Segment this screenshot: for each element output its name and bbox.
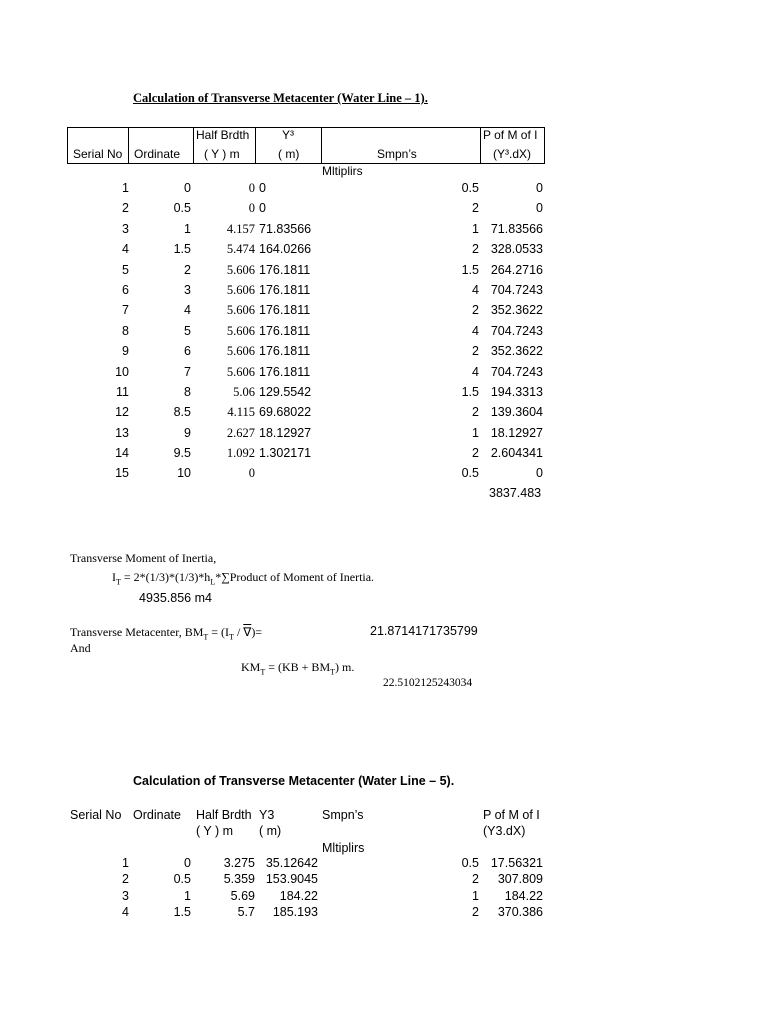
cell-multiplier: 2 — [472, 303, 479, 318]
cell-product-moment: 17.56321 — [490, 856, 543, 870]
cell-multiplier: 4 — [472, 282, 479, 297]
cell-serial-no: 15 — [115, 466, 129, 481]
table-row — [67, 201, 545, 221]
cell-y3: 35.12642 — [265, 856, 318, 870]
cell-multiplier: 2 — [472, 201, 479, 216]
cell-y3: 153.9045 — [265, 872, 318, 887]
table-row — [67, 242, 545, 262]
cell-half-breadth: 5.06 — [233, 384, 255, 399]
cell-half-breadth: 3.275 — [223, 856, 255, 870]
s2-header-half-breadth: Half Brdth — [196, 808, 252, 822]
cell-serial-no: 4 — [122, 905, 129, 920]
cell-ordinate: 8.5 — [173, 405, 191, 420]
cell-serial-no: 1 — [122, 856, 129, 870]
cell-product-moment: 2.604341 — [490, 446, 543, 461]
cell-serial-no: 13 — [115, 425, 129, 440]
cell-y3: 0 — [259, 181, 266, 195]
bm-formula: Transverse Metacenter, $BM_T = (I_T$ / ∇)= — [70, 625, 263, 642]
cell-half-breadth: 4.157 — [226, 221, 255, 236]
bm-value: 21.8714171735799 — [370, 624, 478, 638]
table-row — [67, 872, 545, 888]
cell-y3: 176.1811 — [259, 323, 311, 338]
cell-serial-no: 3 — [122, 888, 129, 903]
and-text: And — [70, 641, 91, 655]
cell-serial-no: 5 — [122, 262, 129, 277]
cell-half-breadth: 0 — [248, 181, 255, 195]
table-row — [67, 283, 545, 303]
table-row — [67, 263, 545, 283]
cell-multiplier: 2 — [472, 242, 479, 257]
cell-product-moment: 139.3604 — [490, 405, 543, 420]
cell-product-moment: 194.3313 — [490, 384, 543, 399]
cell-serial-no: 2 — [122, 201, 129, 216]
cell-serial-no: 14 — [115, 446, 129, 461]
cell-y3: 176.1811 — [259, 364, 311, 379]
section2-title: Calculation of Transverse Metacenter (Water Line – 5). — [133, 774, 455, 788]
cell-product-moment: 0 — [536, 201, 543, 216]
cell-y3: 164.0266 — [259, 242, 312, 257]
header-ordinate: Ordinate — [134, 147, 181, 161]
header-mltiplirs: Mltiplirs — [322, 164, 363, 178]
section1-table-body — [67, 181, 545, 487]
cell-multiplier: 2 — [472, 872, 479, 887]
header-half-breadth: Half Brdth — [196, 128, 250, 142]
cell-half-breadth: 5.69 — [230, 888, 255, 903]
cell-half-breadth: 5.7 — [237, 905, 255, 920]
table-row — [67, 466, 545, 486]
cell-y3: 18.12927 — [259, 425, 312, 440]
cell-ordinate: 9.5 — [173, 446, 191, 461]
cell-product-moment: 352.3622 — [490, 303, 543, 318]
table-row — [67, 181, 545, 201]
cell-serial-no: 9 — [122, 344, 129, 359]
cell-product-moment: 352.3622 — [490, 344, 543, 359]
cell-ordinate: 9 — [184, 425, 191, 440]
cell-serial-no: 8 — [122, 323, 129, 338]
moment-of-inertia-value: 4935.856 m4 — [139, 591, 212, 605]
table-row — [67, 905, 545, 921]
section1-table-header — [67, 127, 545, 164]
cell-y3: 176.1811 — [259, 344, 311, 359]
cell-ordinate: 10 — [177, 466, 191, 481]
cell-half-breadth: 4.115 — [227, 405, 255, 420]
s2-header-y3-unit: ( m) — [259, 824, 282, 838]
table-row — [67, 222, 545, 242]
cell-multiplier: 2 — [472, 344, 479, 359]
header-y3: Y³ — [282, 128, 294, 142]
cell-product-moment: 704.7243 — [490, 282, 543, 297]
cell-serial-no: 11 — [116, 384, 129, 399]
cell-y3: 185.193 — [272, 905, 318, 920]
cell-product-moment: 704.7243 — [490, 323, 543, 338]
cell-ordinate: 5 — [184, 323, 191, 338]
cell-half-breadth: 5.606 — [226, 344, 255, 359]
cell-product-moment: 184.22 — [504, 888, 543, 903]
cell-serial-no: 10 — [115, 364, 129, 379]
section1-total: 3837.483 — [489, 486, 542, 500]
cell-product-moment: 71.83566 — [490, 221, 543, 236]
cell-product-moment: 264.2716 — [490, 262, 543, 277]
s2-header-pm-of-i-unit: (Y3.dX) — [483, 824, 526, 838]
cell-multiplier: 1 — [472, 888, 479, 903]
table-row — [67, 405, 545, 425]
cell-product-moment: 18.12927 — [490, 425, 543, 440]
cell-half-breadth: 5.606 — [226, 282, 255, 297]
table-row — [67, 344, 545, 364]
header-y3-unit: ( m) — [278, 147, 300, 161]
cell-ordinate: 0.5 — [173, 201, 191, 216]
cell-y3: 176.1811 — [259, 282, 311, 297]
cell-ordinate: 0 — [184, 856, 191, 870]
cell-product-moment: 0 — [536, 466, 543, 481]
table-row — [67, 385, 545, 405]
cell-y3: 184.22 — [279, 888, 318, 903]
moment-of-inertia-formula: $I_T$ = $2*(1/3)*(1/3)*h_L*\sum Product$ of Moment of Inertia. — [112, 570, 375, 587]
cell-multiplier: 1 — [472, 425, 479, 440]
cell-half-breadth: 5.474 — [226, 242, 255, 257]
cell-half-breadth: 5.606 — [226, 262, 255, 277]
cell-serial-no: 6 — [122, 282, 129, 297]
cell-multiplier: 2 — [472, 446, 479, 461]
header-smpns: Smpn’s — [377, 147, 417, 161]
cell-product-moment: 0 — [536, 181, 543, 195]
table-row — [67, 446, 545, 466]
cell-y3: 1.302171 — [259, 446, 312, 461]
cell-ordinate: 1 — [184, 221, 191, 236]
cell-serial-no: 2 — [122, 872, 129, 887]
section1-title: Calculation of Transverse Metacenter (Water Line – 1). — [133, 91, 428, 105]
km-value: 22.5102125243034 — [383, 677, 473, 689]
header-pm-of-i: P of M of I — [483, 128, 538, 142]
table-row — [67, 889, 545, 905]
header-divider — [193, 128, 194, 163]
cell-y3: 71.83566 — [259, 221, 312, 236]
cell-ordinate: 8 — [184, 384, 191, 399]
s2-header-mltiplirs: Mltiplirs — [322, 841, 365, 855]
cell-half-breadth: 5.606 — [226, 303, 255, 318]
cell-multiplier: 2 — [472, 405, 479, 420]
cell-ordinate: 1.5 — [173, 242, 191, 257]
km-formula: $KM_T = (KB + BM_T)$ m. — [241, 660, 355, 677]
cell-multiplier: 4 — [472, 364, 479, 379]
cell-half-breadth: 0 — [248, 201, 255, 216]
cell-serial-no: 4 — [122, 242, 129, 257]
cell-multiplier: 0.5 — [461, 181, 479, 195]
cell-ordinate: 3 — [184, 282, 191, 297]
cell-multiplier: 1 — [472, 221, 479, 236]
header-serial-no: Serial No — [73, 147, 123, 161]
cell-ordinate: 4 — [184, 303, 191, 318]
cell-y3: 129.5542 — [259, 384, 312, 399]
header-pm-of-i-unit: (Y³.dX) — [493, 147, 532, 161]
cell-ordinate: 1 — [184, 888, 191, 903]
cell-multiplier: 1.5 — [461, 262, 479, 277]
cell-half-breadth: 2.627 — [226, 425, 255, 440]
s2-header-half-breadth-unit: ( Y ) m — [196, 824, 234, 838]
table-row — [67, 426, 545, 446]
cell-multiplier: 4 — [472, 323, 479, 338]
header-divider — [128, 128, 129, 163]
cell-serial-no: 1 — [122, 181, 129, 195]
header-divider — [480, 128, 481, 163]
s2-header-pm-of-i: P of M of I — [483, 808, 540, 822]
cell-multiplier: 1.5 — [461, 384, 479, 399]
cell-ordinate: 2 — [184, 262, 191, 277]
cell-y3: 69.68022 — [259, 405, 312, 420]
s2-header-smpns: Smpn’s — [322, 808, 364, 822]
header-divider — [321, 128, 322, 163]
header-half-breadth-unit: ( Y ) m — [204, 147, 240, 161]
cell-product-moment: 370.386 — [497, 905, 543, 920]
cell-ordinate: 0.5 — [173, 872, 191, 887]
table-row — [67, 856, 545, 872]
s2-header-ordinate: Ordinate — [133, 808, 181, 822]
table-row — [67, 365, 545, 385]
cell-y3: 0 — [259, 201, 266, 216]
cell-multiplier: 2 — [472, 905, 479, 920]
cell-serial-no: 3 — [122, 221, 129, 236]
cell-product-moment: 704.7243 — [490, 364, 543, 379]
cell-product-moment: 328.0533 — [490, 242, 543, 257]
cell-ordinate: 1.5 — [173, 905, 191, 920]
cell-y3: 176.1811 — [259, 262, 311, 277]
cell-multiplier: 0.5 — [461, 466, 479, 481]
header-divider — [255, 128, 256, 163]
cell-half-breadth: 0 — [248, 466, 255, 481]
cell-ordinate: 7 — [184, 364, 191, 379]
cell-multiplier: 0.5 — [461, 856, 479, 870]
table-row — [67, 303, 545, 323]
cell-half-breadth: 5.359 — [223, 872, 255, 887]
cell-half-breadth: 1.092 — [226, 446, 255, 461]
cell-serial-no: 12 — [115, 405, 129, 420]
cell-product-moment: 307.809 — [497, 872, 543, 887]
cell-half-breadth: 5.606 — [226, 364, 255, 379]
table-row — [67, 324, 545, 344]
section2-table-body — [67, 856, 545, 922]
cell-serial-no: 7 — [122, 303, 129, 318]
s2-header-serial-no: Serial No — [70, 808, 122, 822]
s2-header-y3: Y3 — [259, 808, 275, 822]
cell-ordinate: 0 — [184, 181, 191, 195]
cell-y3: 176.1811 — [259, 303, 311, 318]
cell-half-breadth: 5.606 — [226, 323, 255, 338]
moment-of-inertia-label: Transverse Moment of Inertia, — [70, 551, 217, 565]
cell-ordinate: 6 — [184, 344, 191, 359]
